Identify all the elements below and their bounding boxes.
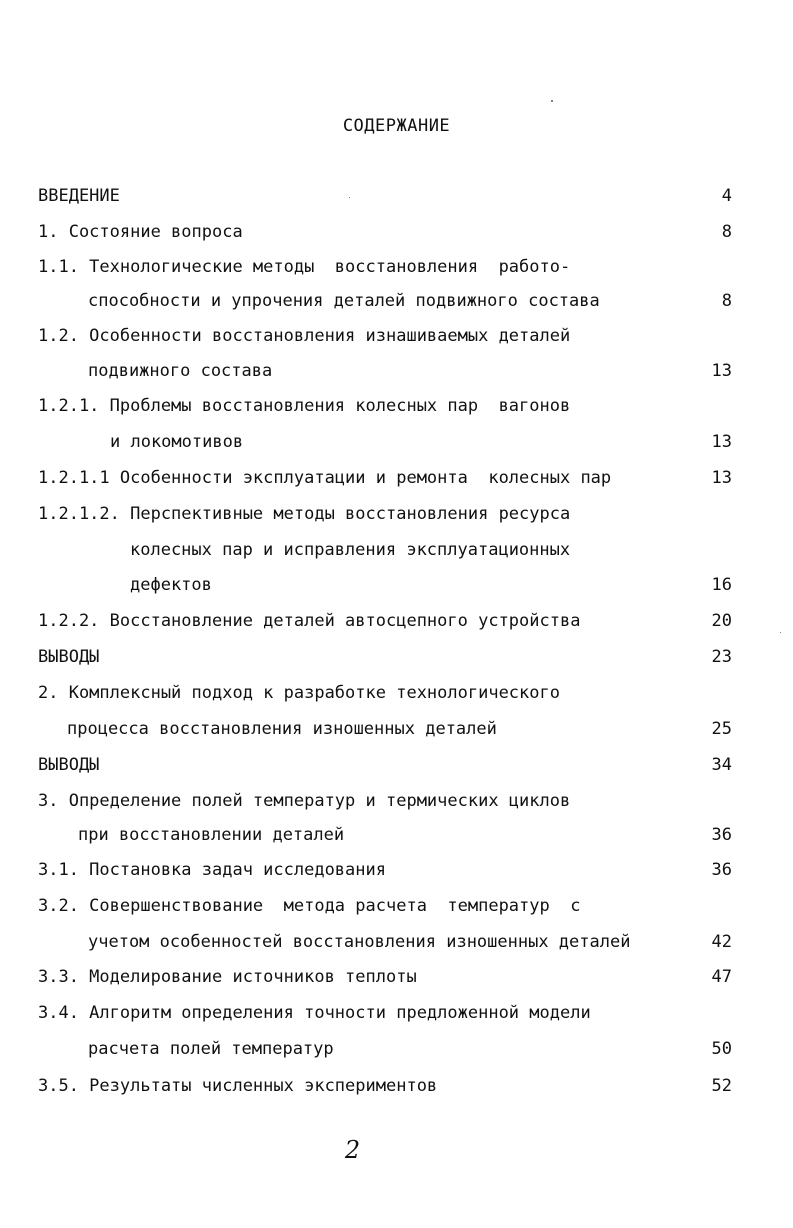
toc-entry-text: при восстановлении деталей (78, 825, 345, 845)
toc-entry-page: 52 (711, 1076, 732, 1096)
toc-entry-page: 8 (721, 222, 732, 242)
footer-page-number: 2 (344, 1136, 361, 1164)
toc-entry-text: 2. Комплексный подход к разработке технологического (38, 683, 560, 703)
toc-entry-page: 36 (711, 860, 732, 880)
toc-entry-text: 3.1. Постановка задач исследования (38, 860, 386, 880)
toc-entry-text: ВЫВОДЫ (38, 647, 100, 667)
toc-entry-text: расчета полей температур (88, 1039, 334, 1059)
toc-entry-text: 1.2.1.2. Перспективные методы восстановления ресурса (38, 504, 571, 524)
toc-entry-text: 3.3. Моделирование источников теплоты (38, 967, 417, 987)
toc-entry-text: 1.1. Технологические методы восстановления работо- (38, 257, 571, 277)
toc-entry-text: 1.2.2. Восстановление деталей автосцепного устройства (38, 611, 581, 631)
scan-speck (551, 100, 553, 102)
toc-entry-page: 23 (711, 647, 732, 667)
toc-entry-page: 13 (711, 361, 732, 381)
toc-entry-page: 50 (711, 1039, 732, 1059)
toc-entry-text: дефектов (130, 575, 212, 595)
toc-entry-page: 16 (711, 575, 732, 595)
toc-entry-text: 1.2.1.1 Особенности эксплуатации и ремонта колесных пар (38, 468, 612, 488)
toc-entry-text: подвижного состава (88, 361, 273, 381)
toc-entry-text: и локомотивов (110, 432, 244, 452)
scan-speck (780, 632, 781, 633)
toc-entry-text: ВВЕДЕНИЕ (38, 186, 120, 206)
toc-entry-text: 3.2. Совершенствование метода расчета температур с (38, 896, 581, 916)
toc-entry-text: 3. Определение полей температур и термических циклов (38, 791, 571, 811)
page-title: СОДЕРЖАНИЕ (342, 116, 451, 136)
toc-entry-text: 1.2.1. Проблемы восстановления колесных пар вагонов (38, 396, 571, 416)
scan-speck (349, 197, 350, 198)
toc-entry-text: процесса восстановления изношенных деталей (67, 719, 497, 739)
toc-entry-text: способности и упрочения деталей подвижного состава (88, 291, 600, 311)
toc-entry-page: 20 (711, 611, 732, 631)
toc-entry-page: 25 (711, 719, 732, 739)
toc-entry-text: 3.5. Результаты численных экспериментов (38, 1076, 438, 1096)
toc-entry-page: 47 (711, 967, 732, 987)
toc-entry-page: 13 (711, 468, 732, 488)
toc-entry-page: 34 (711, 755, 732, 775)
toc-entry-text: колесных пар и исправления эксплуатационных (130, 540, 571, 560)
toc-entry-page: 42 (711, 932, 732, 952)
toc-entry-page: 36 (711, 825, 732, 845)
toc-entry-text: 3.4. Алгоритм определения точности предложенной модели (38, 1003, 591, 1023)
toc-entry-page: 8 (721, 291, 732, 311)
toc-entry-text: 1. Состояние вопроса (38, 222, 243, 242)
toc-entry-text: 1.2. Особенности восстановления изнашиваемых деталей (38, 326, 571, 346)
toc-entry-page: 13 (711, 432, 732, 452)
toc-entry-text: учетом особенностей восстановления изношенных деталей (88, 932, 631, 952)
toc-entry-text: ВЫВОДЫ (38, 755, 100, 775)
toc-entry-page: 4 (721, 186, 732, 206)
